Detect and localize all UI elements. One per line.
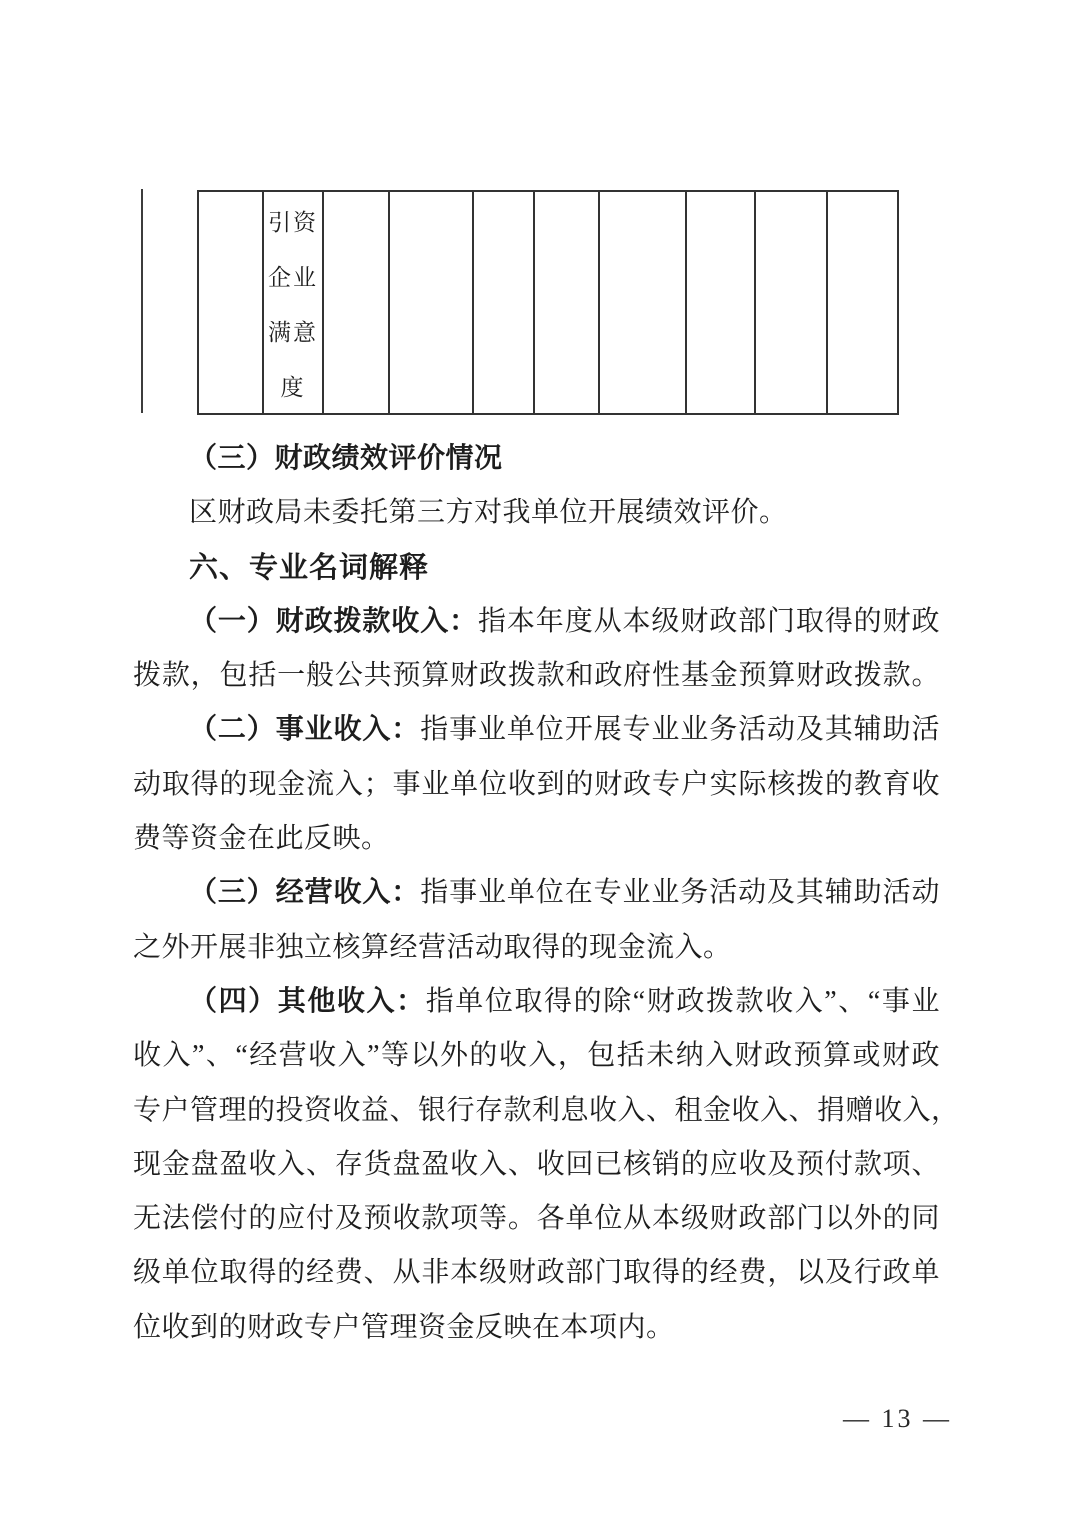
text-line xyxy=(133,1301,940,1355)
text-segment: 指本年度从本级财政部门取得的财政 xyxy=(478,605,940,637)
text-line xyxy=(133,703,940,757)
table-outer-left-border-fragment xyxy=(141,189,143,413)
text-line xyxy=(133,541,940,595)
subheading-fiscal-performance-evaluation xyxy=(133,432,940,486)
text-line xyxy=(133,975,940,1029)
text-segment: 指事业单位开展专业业务活动及其辅助活 xyxy=(420,714,940,746)
text-line xyxy=(133,866,940,920)
text-segment: 现金盘盈收入、存货盘盈收入、收回已核销的应收及预付款项、 xyxy=(133,1148,940,1180)
document-body xyxy=(133,432,960,1355)
text-line xyxy=(133,921,940,975)
text-line xyxy=(133,758,940,812)
table-cell-empty xyxy=(474,192,535,413)
text-segment: 拨款，包括一般公共预算财政拨款和政府性基金预算财政拨款。 xyxy=(133,660,940,692)
text-segment: （三）经营收入： xyxy=(189,877,421,909)
text-line xyxy=(133,432,940,486)
text-segment: 区财政局未委托第三方对我单位开展绩效评价。 xyxy=(189,497,788,529)
text-segment: 之外开展非独立核算经营活动取得的现金流入。 xyxy=(133,931,732,963)
text-segment: 级单位取得的经费、从非本级财政部门取得的经费，以及行政单 xyxy=(133,1257,940,1289)
vertical-header-line: 满意 xyxy=(268,320,318,345)
text-segment: 无法偿付的应付及预收款项等。各单位从本级财政部门以外的同 xyxy=(133,1203,940,1235)
text-segment: 动取得的现金流入；事业单位收到的财政专户实际核拨的教育收 xyxy=(133,768,940,800)
text-line xyxy=(133,812,940,866)
vertical-header-cell xyxy=(264,192,324,413)
text-line xyxy=(133,1084,960,1138)
text-segment: 指单位取得的除“财政拨款收入”、“事业 xyxy=(425,985,940,1017)
text-line xyxy=(133,486,940,540)
table-cell-empty xyxy=(756,192,828,413)
text-segment: 费等资金在此反映。 xyxy=(133,823,390,855)
table-cell-empty xyxy=(687,192,756,413)
text-segment: （一）财政拨款收入： xyxy=(189,605,478,637)
heading-terminology xyxy=(133,541,940,595)
text-segment: 专户管理的投资收益、银行存款利息收入、租金收入、捐赠收入， xyxy=(133,1094,960,1126)
text-line xyxy=(133,1192,940,1246)
text-segment: （三）财政绩效评价情况 xyxy=(189,443,503,474)
table-cell-empty xyxy=(324,192,390,413)
vertical-header-line: 企业 xyxy=(268,265,318,290)
para-evaluation-status xyxy=(133,486,940,540)
para-other-income xyxy=(133,975,960,1355)
text-line xyxy=(133,595,940,649)
vertical-header-line: 引资 xyxy=(268,210,318,235)
page-number: — 13 — xyxy=(843,1404,952,1433)
text-segment: 位收到的财政专户管理资金反映在本项内。 xyxy=(133,1311,675,1343)
table-cell-empty xyxy=(535,192,600,413)
table-cell-empty xyxy=(828,192,897,413)
performance-indicator-table-fragment xyxy=(197,190,899,415)
para-fiscal-appropriation-income xyxy=(133,595,940,704)
text-line xyxy=(133,1029,940,1083)
text-line xyxy=(133,1246,940,1300)
text-segment: 收入”、“经营收入”等以外的收入，包括未纳入财政预算或财政 xyxy=(133,1040,940,1072)
vertical-header-line: 度 xyxy=(280,375,306,400)
text-line xyxy=(133,1138,940,1192)
table-cell-empty xyxy=(199,192,264,413)
text-line xyxy=(133,649,940,703)
text-segment: 指事业单位在专业业务活动及其辅助活动 xyxy=(420,877,940,909)
text-segment: （四）其他收入： xyxy=(189,985,426,1017)
para-business-income xyxy=(133,866,940,975)
table-cell-empty xyxy=(390,192,474,413)
text-segment: 六、专业名词解释 xyxy=(189,551,430,584)
text-segment: （二）事业收入： xyxy=(189,714,421,746)
table-cell-empty xyxy=(600,192,687,413)
para-institutional-income xyxy=(133,703,940,866)
